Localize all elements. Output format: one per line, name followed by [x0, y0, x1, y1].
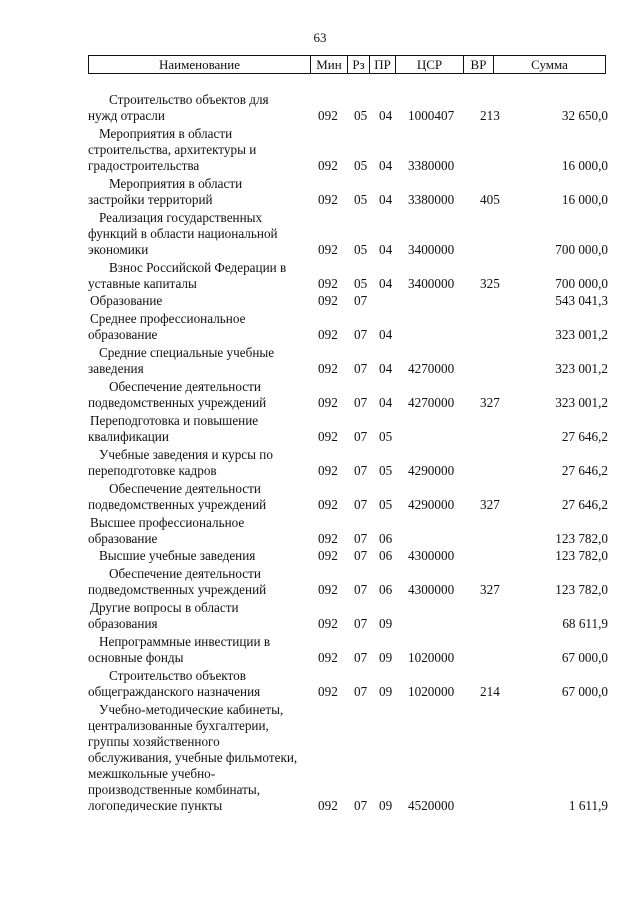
page-number: 63 — [313, 30, 327, 45]
row-rz: 07 — [354, 531, 368, 546]
row-sum: 123 782,0 — [555, 531, 608, 546]
row-name-line: Образование — [90, 293, 163, 308]
row-min: 092 — [318, 361, 338, 376]
row-pr: 09 — [379, 616, 393, 631]
row-rz: 07 — [354, 798, 368, 813]
row-csr: 3400000 — [408, 276, 455, 291]
row-name-line: Учебно-методические кабинеты, — [99, 702, 284, 717]
row-rz: 07 — [354, 293, 368, 308]
row-min: 092 — [318, 242, 338, 257]
header-csr: ЦСР — [396, 56, 464, 74]
row-min: 092 — [318, 582, 338, 597]
row-name-line: подведомственных учреждений — [88, 582, 267, 597]
row-vr: 325 — [480, 276, 500, 291]
row-rz: 07 — [354, 650, 368, 665]
row-sum: 1 611,9 — [568, 798, 608, 813]
row-name-line: обслуживания, учебные фильмотеки, — [88, 750, 298, 765]
row-min: 092 — [318, 798, 338, 813]
row-name-line: Средние специальные учебные — [99, 345, 275, 360]
row-name-line: образования — [88, 616, 158, 631]
row-name-line: нужд отрасли — [88, 108, 165, 123]
row-min: 092 — [318, 395, 338, 410]
row-sum: 32 650,0 — [561, 108, 608, 123]
row-name — [88, 600, 312, 632]
row-name — [88, 566, 312, 598]
row-csr: 4300000 — [408, 582, 455, 597]
row-name — [88, 413, 312, 445]
header-pr: ПР — [370, 56, 396, 74]
row-min: 092 — [318, 531, 338, 546]
row-csr: 4300000 — [408, 548, 455, 563]
row-csr: 3380000 — [408, 192, 455, 207]
row-name-line: подведомственных учреждений — [88, 395, 267, 410]
row-name-line: Мероприятия в области — [99, 126, 233, 141]
header-vr: ВР — [464, 56, 494, 74]
table-row — [88, 634, 608, 666]
row-name-line: Учебные заведения и курсы по — [99, 447, 273, 462]
row-name-line: Мероприятия в области — [109, 176, 243, 191]
table-row — [88, 176, 608, 208]
table-row — [88, 126, 608, 174]
row-name-line: Обеспечение деятельности — [109, 566, 261, 581]
row-name-line: переподготовке кадров — [88, 463, 217, 478]
row-csr: 1000407 — [408, 108, 455, 123]
row-csr: 4290000 — [408, 463, 455, 478]
row-name-line: основные фонды — [88, 650, 184, 665]
row-pr: 09 — [379, 798, 393, 813]
table-row — [88, 293, 608, 309]
row-name-line: Обеспечение деятельности — [109, 379, 261, 394]
header-sum: Сумма — [494, 56, 606, 74]
row-sum: 123 782,0 — [555, 582, 608, 597]
row-name-line: образование — [88, 327, 158, 342]
row-name-line: общегражданского назначения — [88, 684, 261, 699]
row-name — [88, 260, 312, 292]
row-rz: 05 — [354, 158, 368, 173]
row-min: 092 — [318, 192, 338, 207]
table-row — [88, 481, 608, 513]
row-pr: 04 — [379, 242, 393, 257]
row-pr: 09 — [379, 684, 393, 699]
row-name-line: экономики — [88, 242, 149, 257]
row-csr: 4270000 — [408, 361, 455, 376]
row-pr: 04 — [379, 361, 393, 376]
row-name — [88, 293, 312, 309]
row-pr: 05 — [379, 429, 393, 444]
row-vr: 213 — [480, 108, 500, 123]
row-rz: 05 — [354, 108, 368, 123]
row-name — [88, 345, 312, 377]
row-pr: 04 — [379, 108, 393, 123]
row-pr: 06 — [379, 531, 393, 546]
row-csr: 1020000 — [408, 684, 455, 699]
table-row — [88, 515, 608, 547]
table-row — [88, 668, 608, 700]
row-name — [88, 176, 312, 208]
table-row — [88, 379, 608, 411]
row-sum: 27 646,2 — [561, 497, 608, 512]
row-pr: 06 — [379, 582, 393, 597]
row-name-line: Высшее профессиональное — [90, 515, 245, 530]
row-name — [88, 702, 312, 814]
row-min: 092 — [318, 327, 338, 342]
row-min: 092 — [318, 108, 338, 123]
row-sum: 27 646,2 — [561, 429, 608, 444]
row-pr: 04 — [379, 276, 393, 291]
row-name — [88, 210, 312, 258]
row-name-line: застройки территорий — [88, 192, 213, 207]
row-name-line: Реализация государственных — [99, 210, 263, 225]
row-name-line: Другие вопросы в области — [90, 600, 239, 615]
row-rz: 07 — [354, 548, 368, 563]
row-sum: 16 000,0 — [561, 158, 608, 173]
row-csr: 1020000 — [408, 650, 455, 665]
row-name-line: Высшие учебные заведения — [99, 548, 256, 563]
row-sum: 323 001,2 — [555, 361, 608, 376]
row-csr: 4270000 — [408, 395, 455, 410]
table-row — [88, 702, 608, 814]
row-vr: 214 — [480, 684, 500, 699]
row-name-line: Строительство объектов — [109, 668, 246, 683]
header-min: Мин — [311, 56, 348, 74]
row-sum: 323 001,2 — [555, 395, 608, 410]
row-name — [88, 668, 312, 700]
row-sum: 700 000,0 — [555, 242, 608, 257]
row-name-line: уставные капиталы — [88, 276, 197, 291]
table-row — [88, 566, 608, 598]
row-name-line: образование — [88, 531, 158, 546]
row-csr: 3380000 — [408, 158, 455, 173]
table-row — [88, 447, 608, 479]
row-name — [88, 126, 312, 174]
row-sum: 700 000,0 — [555, 276, 608, 291]
header-name: Наименование — [89, 56, 311, 74]
row-pr: 04 — [379, 327, 393, 342]
row-sum: 16 000,0 — [561, 192, 608, 207]
row-rz: 07 — [354, 327, 368, 342]
row-min: 092 — [318, 616, 338, 631]
row-rz: 05 — [354, 242, 368, 257]
row-name-line: градостроительства — [88, 158, 200, 173]
table-body — [88, 92, 608, 815]
row-name-line: Переподготовка и повышение — [90, 413, 259, 428]
row-sum: 67 000,0 — [561, 650, 608, 665]
row-rz: 07 — [354, 395, 368, 410]
row-min: 092 — [318, 429, 338, 444]
row-name-line: Непрограммные инвестиции в — [99, 634, 271, 649]
row-vr: 327 — [480, 497, 500, 512]
row-name-line: централизованные бухгалтерии, — [88, 718, 269, 733]
row-rz: 07 — [354, 463, 368, 478]
row-name-line: группы хозяйственного — [88, 734, 220, 749]
row-name — [88, 447, 312, 479]
table-row — [88, 413, 608, 445]
row-pr: 04 — [379, 395, 393, 410]
row-min: 092 — [318, 463, 338, 478]
row-pr: 06 — [379, 548, 393, 563]
table-row — [88, 548, 608, 564]
row-sum: 543 041,3 — [555, 293, 608, 308]
row-min: 092 — [318, 684, 338, 699]
row-name-line: Взнос Российской Федерации в — [109, 260, 287, 275]
row-name-line: логопедические пункты — [88, 798, 223, 813]
row-name-line: заведения — [88, 361, 144, 376]
row-pr: 05 — [379, 497, 393, 512]
row-name-line: функций в области национальной — [88, 226, 278, 241]
table-row — [88, 345, 608, 377]
row-min: 092 — [318, 548, 338, 563]
row-name — [88, 548, 312, 564]
row-name-line: квалификации — [88, 429, 169, 444]
row-name-line: Среднее профессиональное — [90, 311, 246, 326]
row-name-line: Строительство объектов для — [109, 92, 269, 107]
row-name — [88, 379, 312, 411]
row-rz: 07 — [354, 616, 368, 631]
row-name — [88, 634, 312, 666]
row-min: 092 — [318, 158, 338, 173]
table-row — [88, 92, 608, 124]
table-row — [88, 311, 608, 343]
row-sum: 123 782,0 — [555, 548, 608, 563]
row-rz: 05 — [354, 192, 368, 207]
row-rz: 07 — [354, 361, 368, 376]
table-row — [88, 210, 608, 258]
row-name-line: строительства, архитектуры и — [88, 142, 257, 157]
row-vr: 327 — [480, 395, 500, 410]
row-name — [88, 481, 312, 513]
row-pr: 04 — [379, 158, 393, 173]
row-vr: 405 — [480, 192, 500, 207]
row-rz: 07 — [354, 497, 368, 512]
row-vr: 327 — [480, 582, 500, 597]
row-sum: 323 001,2 — [555, 327, 608, 342]
row-rz: 07 — [354, 429, 368, 444]
table-row — [88, 260, 608, 292]
row-pr: 09 — [379, 650, 393, 665]
row-name — [88, 311, 312, 343]
row-pr: 04 — [379, 192, 393, 207]
row-name-line: Обеспечение деятельности — [109, 481, 261, 496]
table-header — [88, 55, 606, 74]
row-min: 092 — [318, 497, 338, 512]
row-name-line: межшкольные учебно- — [88, 766, 216, 781]
row-csr: 3400000 — [408, 242, 455, 257]
row-name — [88, 92, 312, 124]
row-rz: 07 — [354, 582, 368, 597]
row-sum: 27 646,2 — [561, 463, 608, 478]
row-sum: 67 000,0 — [561, 684, 608, 699]
row-min: 092 — [318, 276, 338, 291]
table-row — [88, 600, 608, 632]
row-name-line: производственные комбинаты, — [88, 782, 260, 797]
row-rz: 05 — [354, 276, 368, 291]
row-csr: 4290000 — [408, 497, 455, 512]
row-pr: 05 — [379, 463, 393, 478]
row-sum: 68 611,9 — [562, 616, 608, 631]
row-name — [88, 515, 312, 547]
row-min: 092 — [318, 650, 338, 665]
row-name-line: подведомственных учреждений — [88, 497, 267, 512]
row-rz: 07 — [354, 684, 368, 699]
row-csr: 4520000 — [408, 798, 455, 813]
row-min: 092 — [318, 293, 338, 308]
header-rz: Рз — [348, 56, 370, 74]
